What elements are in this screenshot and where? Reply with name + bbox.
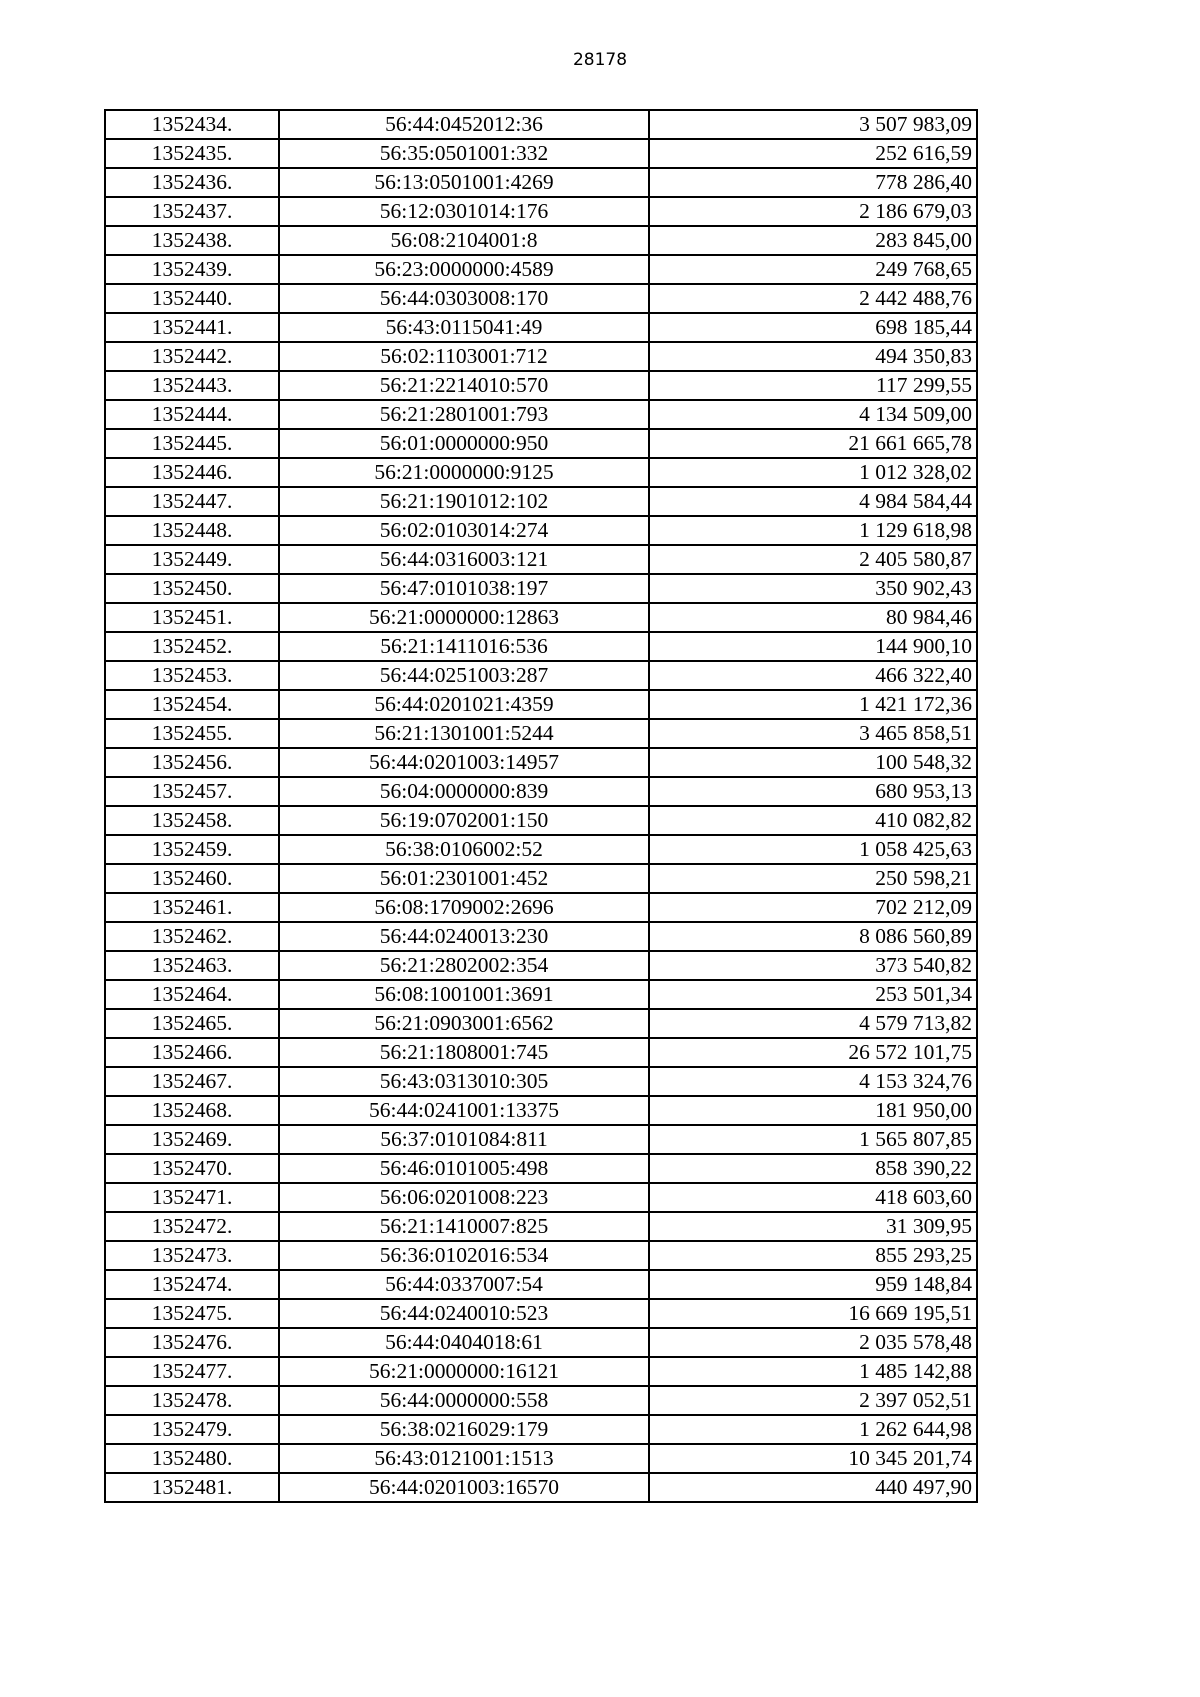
cadastral-value: 144 900,10 xyxy=(649,632,977,661)
table-row xyxy=(105,1183,977,1212)
table-row xyxy=(105,400,977,429)
row-number: 1352469. xyxy=(105,1125,279,1154)
cadastral-number: 56:44:0240013:230 xyxy=(279,922,649,951)
row-number: 1352464. xyxy=(105,980,279,1009)
table-row xyxy=(105,1444,977,1473)
row-number: 1352441. xyxy=(105,313,279,342)
table-row xyxy=(105,545,977,574)
cadastral-number: 56:44:0251003:287 xyxy=(279,661,649,690)
cadastral-number: 56:21:2802002:354 xyxy=(279,951,649,980)
row-number: 1352439. xyxy=(105,255,279,284)
row-number: 1352475. xyxy=(105,1299,279,1328)
table-row xyxy=(105,1038,977,1067)
row-number: 1352455. xyxy=(105,719,279,748)
row-number: 1352473. xyxy=(105,1241,279,1270)
cadastral-number: 56:47:0101038:197 xyxy=(279,574,649,603)
row-number: 1352451. xyxy=(105,603,279,632)
table-row xyxy=(105,168,977,197)
page-number: 28178 xyxy=(572,50,628,70)
cadastral-value: 1 058 425,63 xyxy=(649,835,977,864)
cadastral-number: 56:21:1411016:536 xyxy=(279,632,649,661)
table-row xyxy=(105,661,977,690)
cadastral-number: 56:21:2214010:570 xyxy=(279,371,649,400)
row-number: 1352438. xyxy=(105,226,279,255)
row-number: 1352478. xyxy=(105,1386,279,1415)
cadastral-number: 56:46:0101005:498 xyxy=(279,1154,649,1183)
table-row xyxy=(105,893,977,922)
cadastral-value: 778 286,40 xyxy=(649,168,977,197)
table-row xyxy=(105,980,977,1009)
table-row xyxy=(105,690,977,719)
cadastral-number: 56:21:1301001:5244 xyxy=(279,719,649,748)
cadastral-number: 56:43:0121001:1513 xyxy=(279,1444,649,1473)
row-number: 1352479. xyxy=(105,1415,279,1444)
cadastral-value: 1 421 172,36 xyxy=(649,690,977,719)
cadastral-value: 2 397 052,51 xyxy=(649,1386,977,1415)
cadastral-value: 16 669 195,51 xyxy=(649,1299,977,1328)
cadastral-number: 56:44:0404018:61 xyxy=(279,1328,649,1357)
cadastral-value: 31 309,95 xyxy=(649,1212,977,1241)
cadastral-value: 1 262 644,98 xyxy=(649,1415,977,1444)
cadastral-number: 56:44:0316003:121 xyxy=(279,545,649,574)
cadastral-number: 56:37:0101084:811 xyxy=(279,1125,649,1154)
table-row xyxy=(105,313,977,342)
cadastral-number: 56:02:1103001:712 xyxy=(279,342,649,371)
row-number: 1352444. xyxy=(105,400,279,429)
cadastral-number: 56:35:0501001:332 xyxy=(279,139,649,168)
cadastral-number: 56:43:0313010:305 xyxy=(279,1067,649,1096)
row-number: 1352457. xyxy=(105,777,279,806)
cadastral-value: 1 485 142,88 xyxy=(649,1357,977,1386)
cadastral-value: 2 186 679,03 xyxy=(649,197,977,226)
table-row xyxy=(105,429,977,458)
cadastral-value: 698 185,44 xyxy=(649,313,977,342)
cadastral-value: 680 953,13 xyxy=(649,777,977,806)
cadastral-number: 56:21:1808001:745 xyxy=(279,1038,649,1067)
table-row xyxy=(105,516,977,545)
table-row xyxy=(105,835,977,864)
table-row xyxy=(105,1328,977,1357)
cadastral-number: 56:44:0240010:523 xyxy=(279,1299,649,1328)
row-number: 1352436. xyxy=(105,168,279,197)
cadastral-value: 4 153 324,76 xyxy=(649,1067,977,1096)
table-row xyxy=(105,1067,977,1096)
row-number: 1352434. xyxy=(105,110,279,139)
table-row xyxy=(105,748,977,777)
table-row xyxy=(105,777,977,806)
cadastral-value: 117 299,55 xyxy=(649,371,977,400)
cadastral-value: 3 465 858,51 xyxy=(649,719,977,748)
cadastral-value: 2 405 580,87 xyxy=(649,545,977,574)
cadastral-number: 56:02:0103014:274 xyxy=(279,516,649,545)
cadastral-value: 21 661 665,78 xyxy=(649,429,977,458)
cadastral-number: 56:21:0000000:9125 xyxy=(279,458,649,487)
cadastral-value: 4 579 713,82 xyxy=(649,1009,977,1038)
cadastral-number: 56:12:0301014:176 xyxy=(279,197,649,226)
row-number: 1352463. xyxy=(105,951,279,980)
cadastral-value: 2 442 488,76 xyxy=(649,284,977,313)
cadastral-number: 56:21:1410007:825 xyxy=(279,1212,649,1241)
row-number: 1352458. xyxy=(105,806,279,835)
cadastral-number: 56:01:2301001:452 xyxy=(279,864,649,893)
table-row xyxy=(105,1096,977,1125)
cadastral-value: 10 345 201,74 xyxy=(649,1444,977,1473)
row-number: 1352456. xyxy=(105,748,279,777)
cadastral-number: 56:08:1709002:2696 xyxy=(279,893,649,922)
row-number: 1352448. xyxy=(105,516,279,545)
cadastral-value: 181 950,00 xyxy=(649,1096,977,1125)
row-number: 1352481. xyxy=(105,1473,279,1502)
cadastral-number: 56:44:0337007:54 xyxy=(279,1270,649,1299)
row-number: 1352435. xyxy=(105,139,279,168)
row-number: 1352462. xyxy=(105,922,279,951)
table-row xyxy=(105,226,977,255)
cadastral-value: 494 350,83 xyxy=(649,342,977,371)
table-row xyxy=(105,197,977,226)
cadastral-value: 4 984 584,44 xyxy=(649,487,977,516)
row-number: 1352460. xyxy=(105,864,279,893)
cadastral-number: 56:08:2104001:8 xyxy=(279,226,649,255)
cadastral-number: 56:44:0201021:4359 xyxy=(279,690,649,719)
row-number: 1352459. xyxy=(105,835,279,864)
table-row xyxy=(105,1241,977,1270)
cadastral-number: 56:01:0000000:950 xyxy=(279,429,649,458)
table-row xyxy=(105,632,977,661)
table-row xyxy=(105,284,977,313)
cadastral-number: 56:04:0000000:839 xyxy=(279,777,649,806)
row-number: 1352461. xyxy=(105,893,279,922)
cadastral-number: 56:38:0216029:179 xyxy=(279,1415,649,1444)
cadastral-value: 8 086 560,89 xyxy=(649,922,977,951)
row-number: 1352471. xyxy=(105,1183,279,1212)
table-row xyxy=(105,1473,977,1502)
row-number: 1352445. xyxy=(105,429,279,458)
cadastral-number: 56:44:0303008:170 xyxy=(279,284,649,313)
cadastral-value: 100 548,32 xyxy=(649,748,977,777)
cadastral-number: 56:13:0501001:4269 xyxy=(279,168,649,197)
cadastral-value: 2 035 578,48 xyxy=(649,1328,977,1357)
cadastral-value: 858 390,22 xyxy=(649,1154,977,1183)
table-row xyxy=(105,139,977,168)
table-row xyxy=(105,1270,977,1299)
cadastral-number: 56:44:0000000:558 xyxy=(279,1386,649,1415)
cadastral-value: 1 012 328,02 xyxy=(649,458,977,487)
table-row xyxy=(105,1415,977,1444)
row-number: 1352480. xyxy=(105,1444,279,1473)
row-number: 1352450. xyxy=(105,574,279,603)
cadastral-number: 56:38:0106002:52 xyxy=(279,835,649,864)
cadastral-number: 56:19:0702001:150 xyxy=(279,806,649,835)
table-row xyxy=(105,806,977,835)
cadastral-number: 56:21:1901012:102 xyxy=(279,487,649,516)
table-row xyxy=(105,1357,977,1386)
cadastral-value: 253 501,34 xyxy=(649,980,977,1009)
cadastral-value: 3 507 983,09 xyxy=(649,110,977,139)
cadastral-number: 56:44:0241001:13375 xyxy=(279,1096,649,1125)
table-row xyxy=(105,603,977,632)
row-number: 1352440. xyxy=(105,284,279,313)
row-number: 1352465. xyxy=(105,1009,279,1038)
row-number: 1352468. xyxy=(105,1096,279,1125)
row-number: 1352466. xyxy=(105,1038,279,1067)
cadastral-number: 56:21:0000000:12863 xyxy=(279,603,649,632)
cadastral-number: 56:36:0102016:534 xyxy=(279,1241,649,1270)
cadastral-value: 350 902,43 xyxy=(649,574,977,603)
table-row xyxy=(105,922,977,951)
table-row xyxy=(105,1299,977,1328)
cadastral-number: 56:06:0201008:223 xyxy=(279,1183,649,1212)
cadastral-number: 56:43:0115041:49 xyxy=(279,313,649,342)
row-number: 1352474. xyxy=(105,1270,279,1299)
cadastral-value: 1 129 618,98 xyxy=(649,516,977,545)
registry-table xyxy=(104,109,978,1503)
table-row xyxy=(105,458,977,487)
cadastral-value: 26 572 101,75 xyxy=(649,1038,977,1067)
cadastral-value: 373 540,82 xyxy=(649,951,977,980)
row-number: 1352470. xyxy=(105,1154,279,1183)
row-number: 1352452. xyxy=(105,632,279,661)
row-number: 1352476. xyxy=(105,1328,279,1357)
row-number: 1352447. xyxy=(105,487,279,516)
table-row xyxy=(105,719,977,748)
cadastral-number: 56:44:0452012:36 xyxy=(279,110,649,139)
row-number: 1352442. xyxy=(105,342,279,371)
cadastral-value: 1 565 807,85 xyxy=(649,1125,977,1154)
cadastral-value: 702 212,09 xyxy=(649,893,977,922)
cadastral-value: 855 293,25 xyxy=(649,1241,977,1270)
cadastral-number: 56:21:2801001:793 xyxy=(279,400,649,429)
row-number: 1352443. xyxy=(105,371,279,400)
cadastral-number: 56:44:0201003:16570 xyxy=(279,1473,649,1502)
cadastral-value: 250 598,21 xyxy=(649,864,977,893)
table-row xyxy=(105,487,977,516)
cadastral-number: 56:23:0000000:4589 xyxy=(279,255,649,284)
cadastral-value: 418 603,60 xyxy=(649,1183,977,1212)
row-number: 1352453. xyxy=(105,661,279,690)
cadastral-number: 56:44:0201003:14957 xyxy=(279,748,649,777)
table-row xyxy=(105,1125,977,1154)
cadastral-value: 466 322,40 xyxy=(649,661,977,690)
cadastral-value: 249 768,65 xyxy=(649,255,977,284)
row-number: 1352437. xyxy=(105,197,279,226)
table-row xyxy=(105,342,977,371)
registry-table-body xyxy=(105,110,977,1502)
cadastral-value: 80 984,46 xyxy=(649,603,977,632)
table-row xyxy=(105,1386,977,1415)
cadastral-number: 56:21:0000000:16121 xyxy=(279,1357,649,1386)
table-row xyxy=(105,1009,977,1038)
table-row xyxy=(105,255,977,284)
row-number: 1352454. xyxy=(105,690,279,719)
table-row xyxy=(105,864,977,893)
row-number: 1352472. xyxy=(105,1212,279,1241)
cadastral-value: 440 497,90 xyxy=(649,1473,977,1502)
table-row xyxy=(105,1154,977,1183)
table-row xyxy=(105,371,977,400)
row-number: 1352449. xyxy=(105,545,279,574)
cadastral-number: 56:08:1001001:3691 xyxy=(279,980,649,1009)
cadastral-value: 283 845,00 xyxy=(649,226,977,255)
table-row xyxy=(105,951,977,980)
cadastral-value: 252 616,59 xyxy=(649,139,977,168)
row-number: 1352467. xyxy=(105,1067,279,1096)
row-number: 1352446. xyxy=(105,458,279,487)
table-row xyxy=(105,110,977,139)
cadastral-value: 4 134 509,00 xyxy=(649,400,977,429)
row-number: 1352477. xyxy=(105,1357,279,1386)
table-row xyxy=(105,1212,977,1241)
cadastral-value: 410 082,82 xyxy=(649,806,977,835)
table-row xyxy=(105,574,977,603)
cadastral-number: 56:21:0903001:6562 xyxy=(279,1009,649,1038)
cadastral-value: 959 148,84 xyxy=(649,1270,977,1299)
